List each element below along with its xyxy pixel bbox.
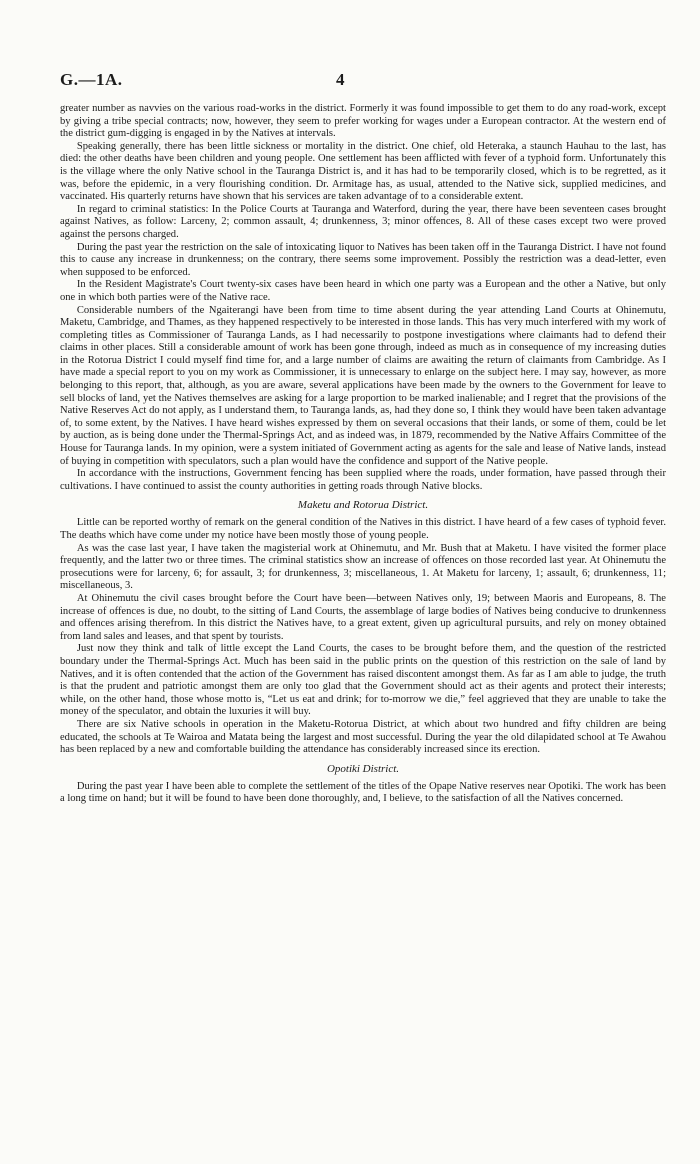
body-text	[60, 103, 666, 806]
paragraph: In regard to criminal statistics: In the Police Courts at Tauranga and Waterford, during the year, there have been seventeen cases brought against Natives, as follow: Larceny, 2; common assault, 4; drunkenness, 3; minor offences, 8. All of these cases except two were proved against the persons charged.	[60, 203, 666, 240]
maketu-rotorua-section	[60, 499, 666, 756]
paragraph: Considerable numbers of the Ngaiterangi have been from time to time absent during the year attending Land Courts at Ohinemutu, Maketu, Cambridge, and Thames, as they happened respectively to be interested in those lands. This has very much interfered with my work of completing titles as Commissioner of Tauranga Lands, as I had necessarily to postpone investigations where claimants had to defend their claims in other places. Still a considerable amount of work has been gone through, indeed as much as in consequence of my increasing duties in the Rotorua District I could myself find time for, and a large number of claims are awaiting the return of claimants from Cambridge. As I have made a special report to you on my work as Commissioner, it is unnecessary to enlarge on the subject here. I may say, however, as more belonging to this report, that, although, as you are aware, several applications have been made by the owners to the Government for leave to sell blocks of land, yet the Natives themselves are asking for a large proportion to be marked inalienable; and I regret that the provisions of the Native Reserves Act do not apply, as I understand them, to Tauranga lands, as, had they done so, I think they would have been taken advantage of, to some extent, by the Natives. I have heard wishes expressed by them on several occasions that their lands, or some of them, could be let by auction, as is being done under the Thermal-Springs Act, and as indeed was, in 1879, recommended by the Native Affairs Committee of the House for Tauranga lands. In my opinion, were a system initiated of Government acting as agents for the sale and lease of Native lands, instead of buying in competition with speculators, such a plan would have the confidence and support of the Native people.	[60, 304, 666, 467]
section-heading: Opotiki District.	[326, 762, 400, 775]
paragraph: Speaking generally, there has been little sickness or mortality in the district. One chief, old Heteraka, a staunch Hauhau to the last, has died: the other deaths have been children and young people. One settlement has been afflicted with fever of a typhoid form. Unfortunately this is the village where the only Native school in the Tauranga District is, and it has had to be temporarily closed, which is to be regretted, as it was, before the epidemic, in a very flourishing condition. Dr. Armitage has, as usual, attended to the Native sick, supplied medicines, and vaccinated. His quarterly returns have shown that his services are taken advantage of to a considerable extent.	[60, 140, 666, 203]
paragraph: greater number as navvies on the various road-works in the district. Formerly it was found impossible to get them to do any road-work, except by giving a tribe special contracts; now, however, they seem to prefer working for wages under a European contractor. At the western end of the district gum-digging is engaged in by the Natives at intervals.	[60, 103, 666, 140]
paragraph: As was the case last year, I have taken the magisterial work at Ohinemutu, and Mr. Bush that at Maketu. I have visited the former place frequently, and the latter two or three times. The criminal statistics show an increase of offences on those recorded last year. At Ohinemutu the prosecutions were for larceny, 6; for assault, 3; for drunkenness, 3; miscellaneous, 1. At Maketu for larceny, 1; assault, 6; drunkenness, 11; miscellaneous, 3.	[60, 542, 666, 592]
paragraph: During the past year I have been able to complete the settlement of the titles of the Opape Native reserves near Opotiki. The work has been a long time on hand; but it will be found to have been done thoroughly, and, I believe, to the satisfaction of all the Natives concerned.	[60, 780, 666, 805]
paragraph: During the past year the restriction on the sale of intoxicating liquor to Natives has been taken off in the Tauranga District. I have not found this to cause any increase in drunkenness; on the contrary, there seems some improvement. Possibly the restriction was a dead-letter, even when supposed to be enforced.	[60, 241, 666, 278]
paragraph: In accordance with the instructions, Government fencing has been supplied where the roads, under formation, have passed through their cultivations. I have continued to assist the county authorities in getting roads through Native blocks.	[60, 468, 666, 492]
tauranga-section	[60, 103, 666, 493]
document-reference: G.—1A.	[60, 70, 123, 89]
paragraph: Little can be reported worthy of remark on the general condition of the Natives in this district. I have heard of a few cases of typhoid fever. The deaths which have come under my notice have been mostly those of young people.	[60, 517, 666, 541]
page-number: 4	[336, 70, 345, 89]
paragraph: There are six Native schools in operation in the Maketu-Rotorua District, at which about two hundred and fifty children are being educated, the schools at Te Wairoa and Matata being the largest and most successful. During the year the old dilapidated school at Te Awahou has been replaced by a new and comfortable building the attendance has considerably increased since its erection.	[60, 718, 666, 756]
paragraph: In the Resident Magistrate's Court twenty-six cases have been heard in which one party was a European and the other a Native, but only one in which both parties were of the Native race.	[60, 279, 666, 303]
paragraph: At Ohinemutu the civil cases brought before the Court have been—between Natives only, 19; between Maoris and Europeans, 8. The increase of offences is due, no doubt, to the sitting of Land Courts, the assemblage of large bodies of Natives being conducive to drunkenness and offences arising therefrom. In this district the Natives have, to a great extent, given up agricultural pursuits, and rely on money obtained from land sales and leases, and that spent by tourists.	[60, 592, 666, 642]
section-heading: Maketu and Rotorua District.	[297, 499, 429, 512]
paragraph: Just now they think and talk of little except the Land Courts, the cases to be brought before them, and the question of the restricted boundary under the Thermal-Springs Act. Much has been said in the public prints on the question of this restriction on the sale of land by Natives, and it is often contended that the action of the Government has raised discontent amongst them. As far as I am able to judge, the truth is that the prudent and patriotic amongst them are only too glad that the Government should act as their agents and protect their interests; while, on the other hand, those whose motto is, “Let us eat and drink; for to-morrow we die,” feel aggrieved that they are unable to take the money of the speculator, and obtain the luxuries it will buy.	[60, 643, 666, 718]
opotiki-section	[60, 763, 666, 806]
